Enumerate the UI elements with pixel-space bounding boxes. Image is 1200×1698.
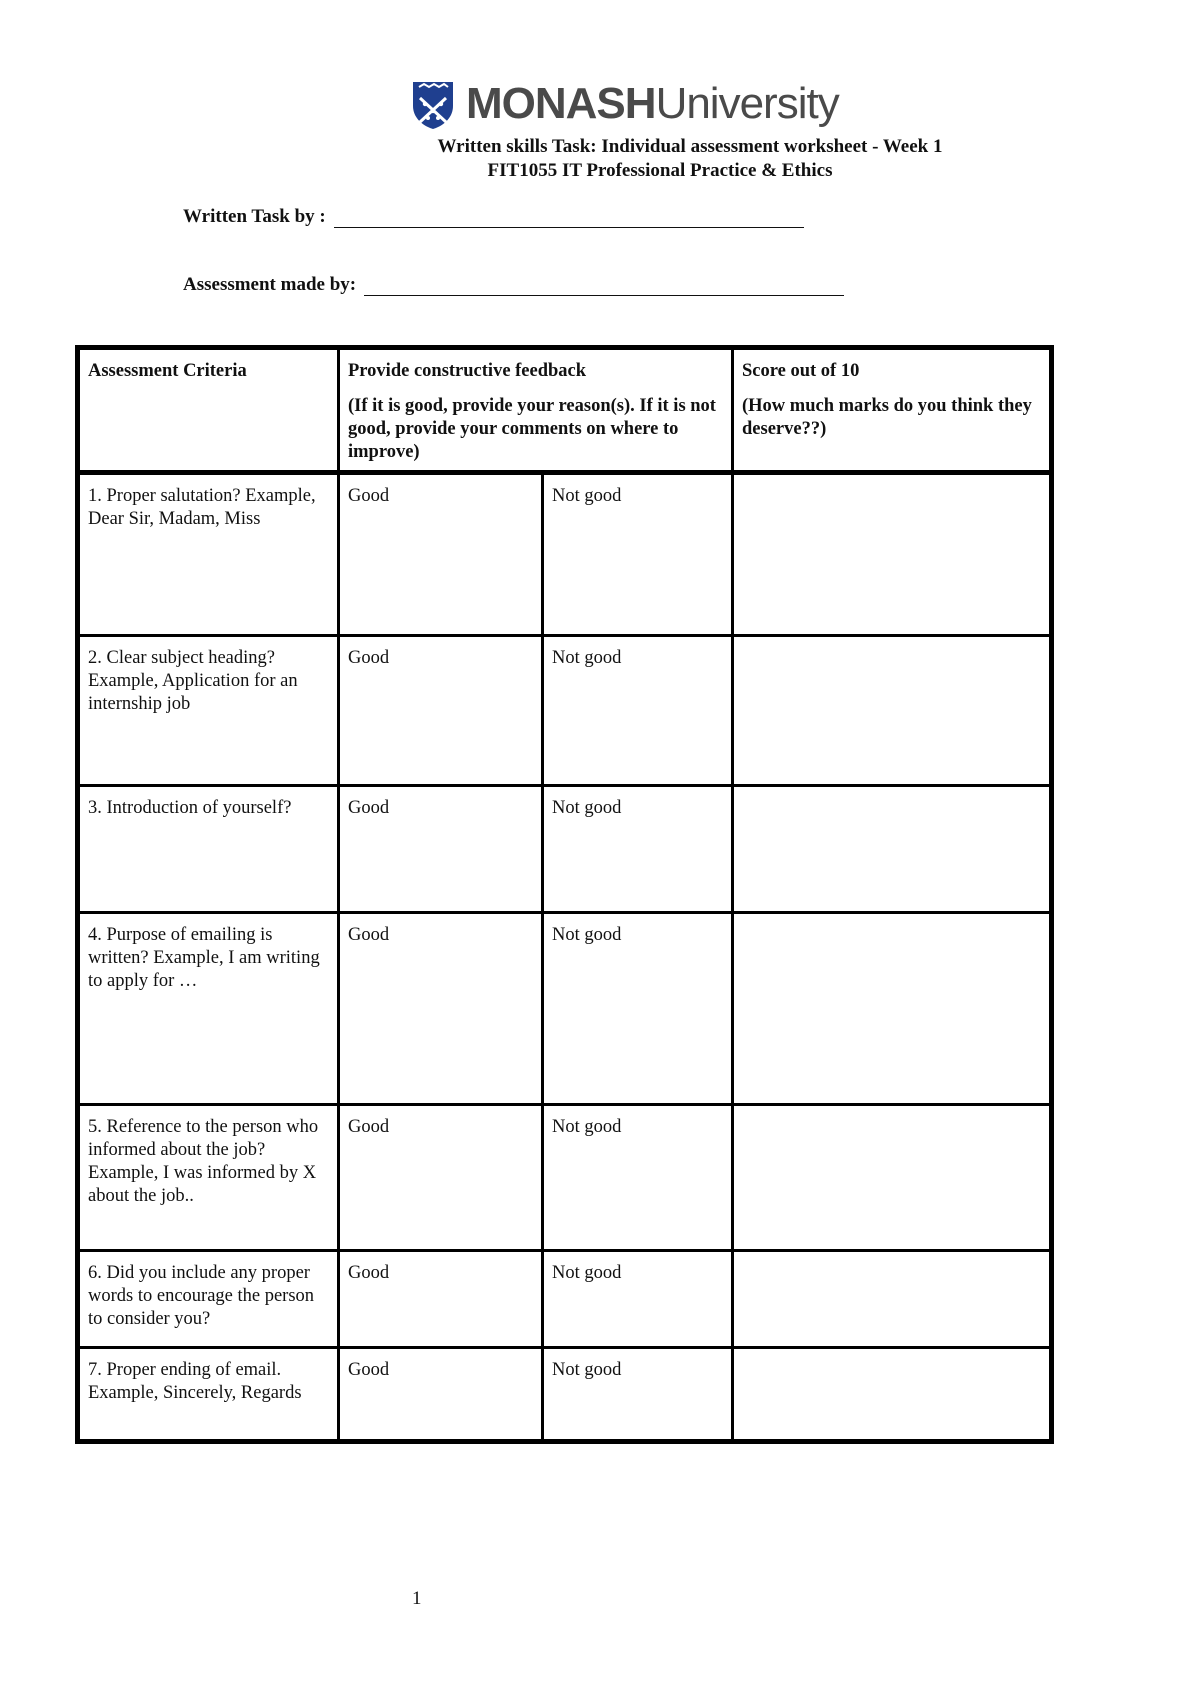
criteria-cell: 2. Clear subject heading? Example, Application for an internship job	[78, 636, 339, 786]
not-good-cell[interactable]: Not good	[543, 1105, 733, 1251]
score-cell[interactable]	[733, 1105, 1052, 1251]
criteria-cell: 3. Introduction of yourself?	[78, 786, 339, 913]
assessed-by-line[interactable]	[364, 277, 844, 296]
score-cell[interactable]	[733, 913, 1052, 1105]
assessment-table	[75, 345, 1054, 1444]
score-cell[interactable]	[733, 1348, 1052, 1442]
criteria-cell: 6. Did you include any proper words to encourage the person to consider you?	[78, 1251, 339, 1348]
criteria-cell: 4. Purpose of emailing is written? Example, I am writing to apply for …	[78, 913, 339, 1105]
score-cell[interactable]	[733, 1251, 1052, 1348]
good-cell[interactable]: Good	[339, 1348, 543, 1442]
header-feedback-note: (If it is good, provide your reason(s). If it is not good, provide your comments on where to improve)	[348, 396, 716, 462]
not-good-cell[interactable]: Not good	[543, 913, 733, 1105]
unit-title: FIT1055 IT Professional Practice & Ethics	[487, 160, 833, 181]
not-good-cell[interactable]: Not good	[543, 1348, 733, 1442]
criteria-cell: 7. Proper ending of email. Example, Sincerely, Regards	[78, 1348, 339, 1442]
header-feedback-title: Provide constructive feedback	[348, 361, 587, 381]
good-cell[interactable]: Good	[339, 1251, 543, 1348]
header-feedback	[339, 348, 733, 473]
header-score-note: (How much marks do you think they deserve??)	[742, 396, 1032, 439]
brand-wordmark: MONASHUniversity	[466, 79, 839, 128]
assessed-by-label: Assessment made by:	[183, 274, 357, 295]
good-cell[interactable]: Good	[339, 913, 543, 1105]
not-good-cell[interactable]: Not good	[543, 786, 733, 913]
written-by-line[interactable]	[334, 209, 804, 228]
table-row	[78, 786, 1052, 913]
header-score-title: Score out of 10	[742, 361, 860, 381]
written-by-label: Written Task by :	[183, 206, 326, 227]
document-title: Written skills Task: Individual assessment worksheet - Week 1	[437, 136, 943, 157]
table-row	[78, 1251, 1052, 1348]
header-score	[733, 348, 1052, 473]
good-cell[interactable]: Good	[339, 473, 543, 636]
table-row	[78, 1105, 1052, 1251]
page-number: 1	[412, 1588, 422, 1609]
assessed-by-field	[183, 274, 844, 296]
good-cell[interactable]: Good	[339, 1105, 543, 1251]
score-cell[interactable]	[733, 636, 1052, 786]
monash-logo	[410, 78, 839, 130]
score-cell[interactable]	[733, 786, 1052, 913]
criteria-cell: 5. Reference to the person who informed about the job? Example, I was informed by X about the job..	[78, 1105, 339, 1251]
written-by-field	[183, 206, 804, 228]
not-good-cell[interactable]: Not good	[543, 473, 733, 636]
not-good-cell[interactable]: Not good	[543, 1251, 733, 1348]
table-header-row	[78, 348, 1052, 473]
table-row	[78, 913, 1052, 1105]
table-row	[78, 473, 1052, 636]
score-cell[interactable]	[733, 473, 1052, 636]
table-row	[78, 636, 1052, 786]
monash-crest-icon	[410, 78, 456, 130]
table-row	[78, 1348, 1052, 1442]
good-cell[interactable]: Good	[339, 636, 543, 786]
criteria-cell: 1. Proper salutation? Example, Dear Sir, Madam, Miss	[78, 473, 339, 636]
good-cell[interactable]: Good	[339, 786, 543, 913]
not-good-cell[interactable]: Not good	[543, 636, 733, 786]
header-criteria: Assessment Criteria	[78, 348, 339, 473]
